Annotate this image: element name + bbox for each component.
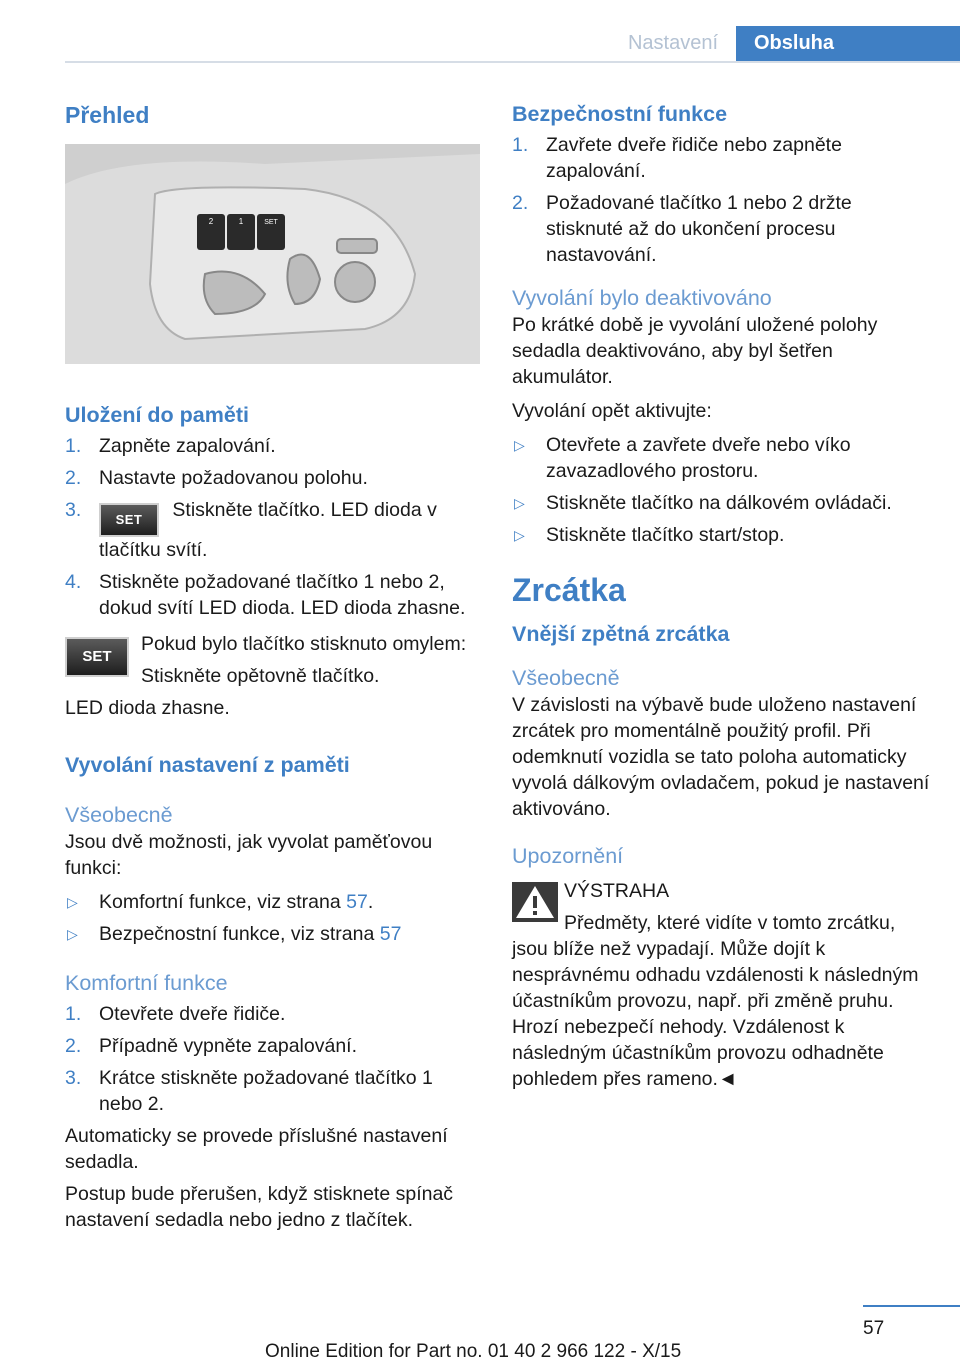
list-item <box>65 921 480 947</box>
step-number: 3. <box>65 1067 82 1089</box>
list-item <box>512 522 932 548</box>
heading-upozorneni: Upozornění <box>512 844 624 868</box>
aktiv-list <box>512 432 932 548</box>
step-text: Zavřete dveře řidiče nebo zapněte zapalování. <box>546 134 842 182</box>
triangle-bullet-icon: ▷ <box>514 437 525 453</box>
set-button-icon: SET <box>99 503 159 537</box>
omyl-line-2: Stiskněte opětovně tlačítko. <box>141 665 380 687</box>
footer-rule <box>863 1305 960 1307</box>
moznosti-list <box>65 889 480 947</box>
list-item <box>65 497 480 563</box>
set-button-icon: SET <box>65 637 129 677</box>
item-text: Stiskněte tlačítko start/stop. <box>546 524 785 546</box>
step-number: 2. <box>512 192 529 214</box>
heading-prehled: Přehled <box>65 102 150 128</box>
step-text: Požadované tlačítko 1 nebo 2 držte stisknuté až do ukončení procesu nastavování. <box>546 192 852 266</box>
seat-controls-photo <box>65 144 480 364</box>
item-text: Stiskněte tlačítko na dálkovém ovládači. <box>546 492 892 514</box>
ulozeni-steps <box>65 433 480 621</box>
heading-bezpec: Bezpečnostní funkce <box>512 102 728 126</box>
triangle-bullet-icon: ▷ <box>514 527 525 543</box>
heading-zrcatka: Zrcátka <box>512 572 626 608</box>
item-text: Otevřete a zavřete dveře nebo víko zavazadlového prostoru. <box>546 434 851 482</box>
step-text: Zapněte zapalování. <box>99 435 276 457</box>
footer-edition: Online Edition for Part no. 01 40 2 966 122 - X/15 <box>265 1341 682 1362</box>
left-column <box>65 100 480 1233</box>
bezpec-steps <box>512 132 932 268</box>
step-number: 4. <box>65 571 82 593</box>
list-item <box>65 1001 480 1027</box>
list-item <box>512 432 932 484</box>
list-item <box>65 433 480 459</box>
right-column <box>512 100 932 1092</box>
heading-deakt: Vyvolání bylo deaktivováno <box>512 286 772 310</box>
step-number: 2. <box>65 1035 82 1057</box>
list-item <box>65 889 480 915</box>
page-number: 57 <box>863 1318 885 1339</box>
list-item <box>65 1033 480 1059</box>
photo-label-2: 2 <box>208 217 214 226</box>
tab-obsluha[interactable]: Obsluha <box>736 26 960 61</box>
omyl-note <box>65 631 480 689</box>
subheading-vseobecne: Všeobecně <box>512 666 620 690</box>
list-item <box>512 132 932 184</box>
item-end: . <box>367 891 374 913</box>
list-item <box>65 1065 480 1117</box>
warning-text: Předměty, které vidíte v tomto zrcátku, jsou blíže než vypadají. Může dojít k nesprávnému odhadu vzdálenosti k následným účastníkům provozu, např. při změně pruhu. Hrozí nebezpečí nehody. Vzdálenost k následným účastníkům provozu odhadněte pohledem přes rameno.◄ <box>512 912 919 1090</box>
step-text: Otevřete dveře řidiče. <box>99 1003 286 1025</box>
step-number: 1. <box>512 134 529 156</box>
list-item <box>512 190 932 268</box>
warning-block <box>512 878 932 1092</box>
jsou-dve-text: Jsou dvě možnosti, jak vyvolat paměťovou funkci: <box>65 831 433 879</box>
heading-komfort: Komfortní funkce <box>65 971 228 995</box>
triangle-bullet-icon: ▷ <box>514 495 525 511</box>
triangle-bullet-icon: ▷ <box>67 894 78 910</box>
warning-icon <box>512 882 558 922</box>
subheading-vseobecne: Všeobecně <box>65 803 173 827</box>
triangle-bullet-icon: ▷ <box>67 926 78 942</box>
step-text: Krátce stiskněte požadované tlačítko 1 nebo 2. <box>99 1067 433 1115</box>
step-number: 1. <box>65 1003 82 1025</box>
page-link[interactable]: 57 <box>379 923 402 945</box>
step-text: Případně vypněte zapalování. <box>99 1035 358 1057</box>
photo-label-1: 1 <box>238 217 244 226</box>
item-text: Bezpečnostní funkce, viz strana <box>99 923 380 945</box>
list-item <box>65 465 480 491</box>
tab-nastaveni[interactable]: Nastavení <box>627 32 719 54</box>
postup-text: Postup bude přerušen, když stisknete spínač nastavení sedadla nebo jedno z tlačítek. <box>65 1183 454 1231</box>
heading-vnejsi: Vnější zpětná zrcátka <box>512 622 730 646</box>
page-link[interactable]: 57 <box>346 891 368 913</box>
item-text: Komfortní funkce, viz strana <box>99 891 347 913</box>
auto-text: Automaticky se provede příslušné nastavení sedadla. <box>65 1125 448 1173</box>
step-text: Stiskněte tlačítko. LED dioda v tlačítku svítí. <box>99 499 437 561</box>
heading-ulozeni: Uložení do paměti <box>65 403 249 427</box>
omyl-line-1: Pokud bylo tlačítko stisknuto omylem: <box>141 633 467 655</box>
led-zhasne: LED dioda zhasne. <box>65 697 230 719</box>
aktivujte-text: Vyvolání opět aktivujte: <box>512 400 712 422</box>
header-rule <box>65 61 960 63</box>
step-number: 2. <box>65 467 82 489</box>
heading-vyvolani: Vyvolání nastavení z paměti <box>65 753 350 777</box>
step-text: Stiskněte požadované tlačítko 1 nebo 2, dokud svítí LED dioda. LED dioda zhasne. <box>99 571 466 619</box>
step-number: 3. <box>65 499 82 521</box>
list-item <box>512 490 932 516</box>
photo-label-set: SET <box>264 219 278 226</box>
deakt-text: Po krátké době je vyvolání uložené polohy sedadla deaktivováno, aby byl šetřen akumulátor. <box>512 314 878 388</box>
step-number: 1. <box>65 435 82 457</box>
step-text: Nastavte požadovanou polohu. <box>99 467 368 489</box>
vystraha-label: VÝSTRAHA <box>564 880 670 902</box>
list-item <box>65 569 480 621</box>
vseobecne-text: V závislosti na výbavě bude uloženo nastavení zrcátek pro momentálně použitý profil. Při odemknutí vozidla se tato poloha automaticky vyvolá dálkovým ovladačem, pokud je nastavení aktivováno. <box>512 694 930 820</box>
komfort-steps <box>65 1001 480 1117</box>
